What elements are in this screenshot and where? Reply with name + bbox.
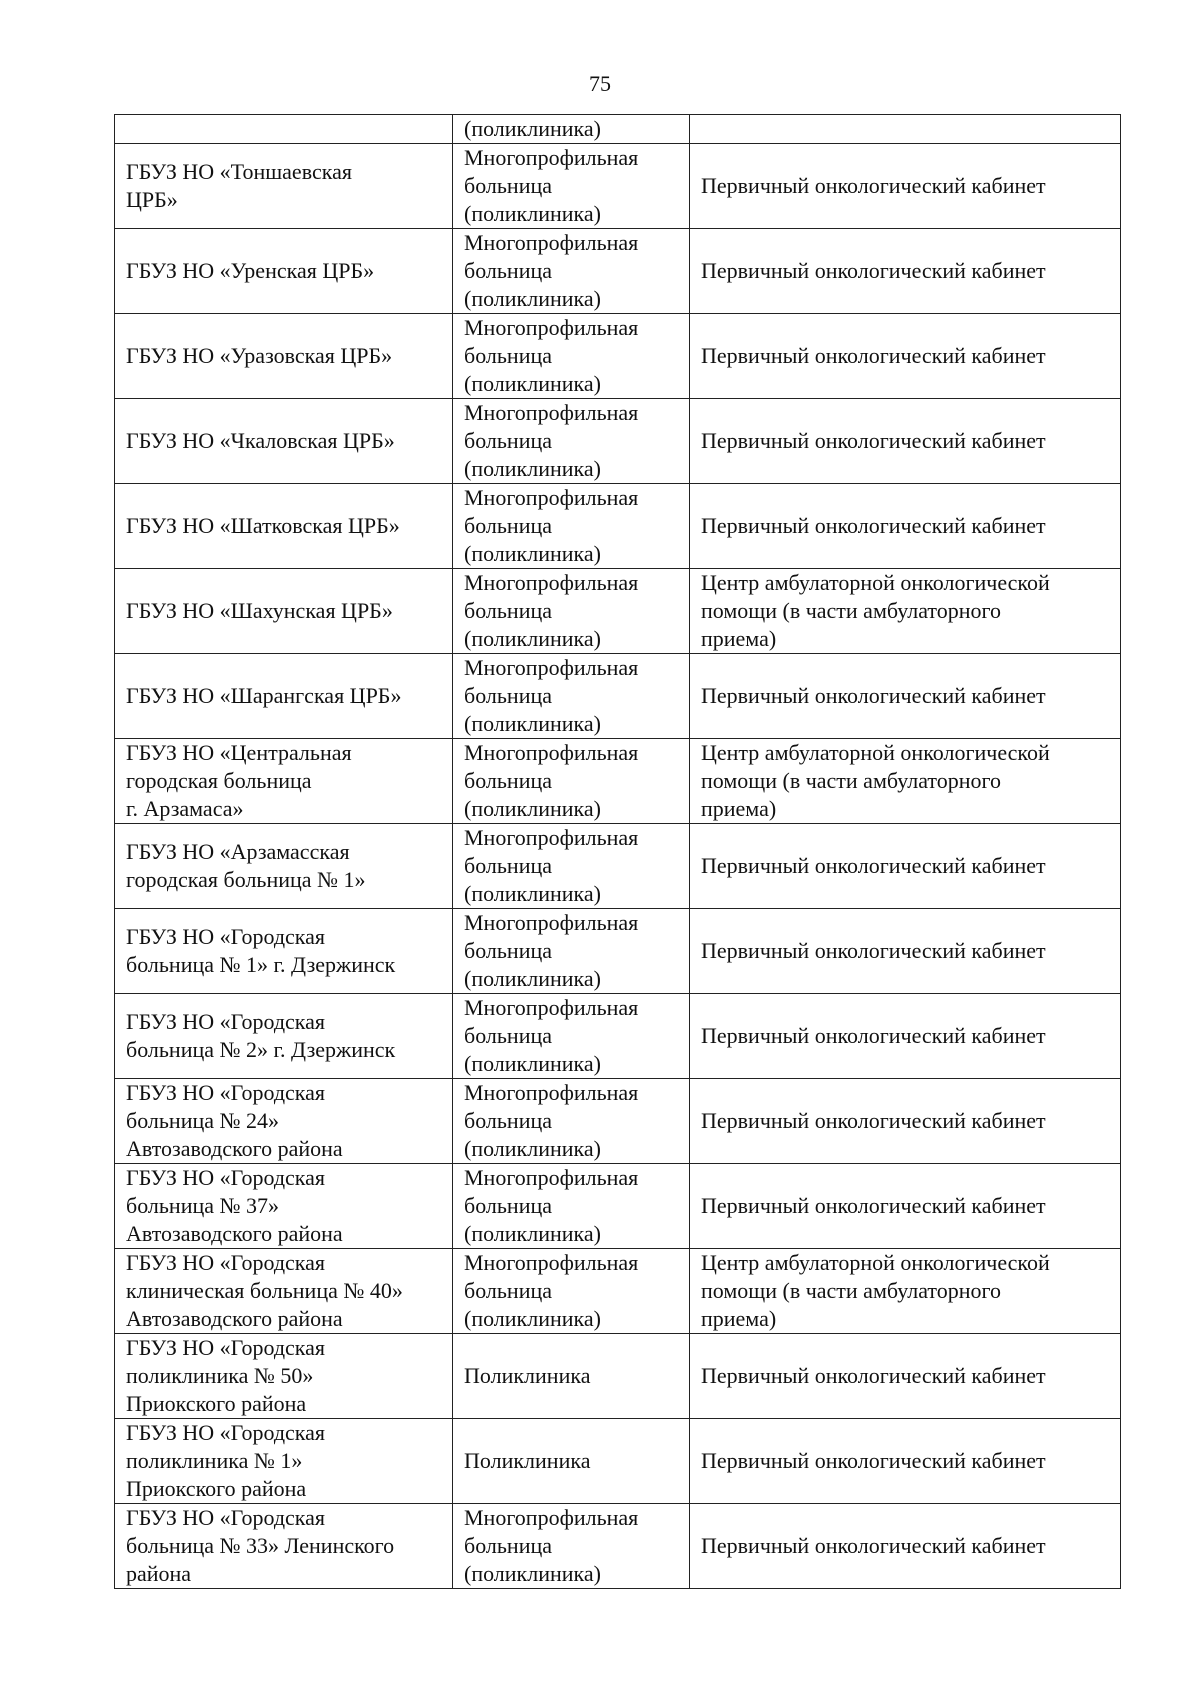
table-row (115, 654, 1121, 739)
cell-oncology-unit: Первичный онкологический кабинет (690, 484, 1121, 569)
cell-facility-type: Многопрофильная больница (поликлиника) (453, 484, 690, 569)
cell-organization: ГБУЗ НО «Городская больница № 2» г. Дзержинск (115, 994, 453, 1079)
table-row (115, 1079, 1121, 1164)
table-body (115, 115, 1121, 1589)
institutions-table (114, 114, 1121, 1589)
table-row (115, 229, 1121, 314)
cell-organization: ГБУЗ НО «Шатковская ЦРБ» (115, 484, 453, 569)
cell-organization (115, 115, 453, 144)
table-row (115, 484, 1121, 569)
cell-organization: ГБУЗ НО «Центральная городская больница г. Арзамаса» (115, 739, 453, 824)
cell-oncology-unit: Первичный онкологический кабинет (690, 824, 1121, 909)
cell-facility-type: Многопрофильная больница (поликлиника) (453, 229, 690, 314)
table-row (115, 994, 1121, 1079)
cell-oncology-unit: Центр амбулаторной онкологической помощи (в части амбулаторного приема) (690, 1249, 1121, 1334)
cell-facility-type: (поликлиника) (453, 115, 690, 144)
cell-facility-type: Многопрофильная больница (поликлиника) (453, 144, 690, 229)
cell-facility-type: Поликлиника (453, 1334, 690, 1419)
cell-facility-type: Поликлиника (453, 1419, 690, 1504)
table-row-continuation (115, 115, 1121, 144)
cell-organization: ГБУЗ НО «Городская больница № 1» г. Дзержинск (115, 909, 453, 994)
table-row (115, 824, 1121, 909)
cell-oncology-unit: Первичный онкологический кабинет (690, 1164, 1121, 1249)
cell-facility-type: Многопрофильная больница (поликлиника) (453, 1504, 690, 1589)
cell-oncology-unit: Первичный онкологический кабинет (690, 399, 1121, 484)
table-row (115, 144, 1121, 229)
table-row (115, 314, 1121, 399)
cell-organization: ГБУЗ НО «Городская больница № 37» Автозаводского района (115, 1164, 453, 1249)
cell-organization: ГБУЗ НО «Арзамасская городская больница № 1» (115, 824, 453, 909)
table-row (115, 399, 1121, 484)
cell-facility-type: Многопрофильная больница (поликлиника) (453, 1249, 690, 1334)
cell-facility-type: Многопрофильная больница (поликлиника) (453, 399, 690, 484)
cell-organization: ГБУЗ НО «Городская клиническая больница № 40» Автозаводского района (115, 1249, 453, 1334)
table-row (115, 1334, 1121, 1419)
cell-organization: ГБУЗ НО «Шарангская ЦРБ» (115, 654, 453, 739)
cell-oncology-unit: Первичный онкологический кабинет (690, 229, 1121, 314)
cell-facility-type: Многопрофильная больница (поликлиника) (453, 314, 690, 399)
table-row (115, 1504, 1121, 1589)
table-row (115, 1419, 1121, 1504)
table-row (115, 739, 1121, 824)
table-row (115, 1164, 1121, 1249)
cell-oncology-unit: Первичный онкологический кабинет (690, 654, 1121, 739)
cell-facility-type: Многопрофильная больница (поликлиника) (453, 569, 690, 654)
cell-oncology-unit: Центр амбулаторной онкологической помощи (в части амбулаторного приема) (690, 739, 1121, 824)
cell-oncology-unit: Первичный онкологический кабинет (690, 994, 1121, 1079)
cell-oncology-unit: Первичный онкологический кабинет (690, 1504, 1121, 1589)
cell-facility-type: Многопрофильная больница (поликлиника) (453, 654, 690, 739)
cell-organization: ГБУЗ НО «Шахунская ЦРБ» (115, 569, 453, 654)
cell-oncology-unit: Первичный онкологический кабинет (690, 909, 1121, 994)
table-row (115, 909, 1121, 994)
cell-organization: ГБУЗ НО «Чкаловская ЦРБ» (115, 399, 453, 484)
table-row (115, 569, 1121, 654)
cell-oncology-unit: Первичный онкологический кабинет (690, 314, 1121, 399)
cell-facility-type: Многопрофильная больница (поликлиника) (453, 994, 690, 1079)
cell-organization: ГБУЗ НО «Городская больница № 24» Автозаводского района (115, 1079, 453, 1164)
cell-facility-type: Многопрофильная больница (поликлиника) (453, 909, 690, 994)
cell-oncology-unit: Центр амбулаторной онкологической помощи (в части амбулаторного приема) (690, 569, 1121, 654)
cell-oncology-unit: Первичный онкологический кабинет (690, 144, 1121, 229)
cell-organization: ГБУЗ НО «Уренская ЦРБ» (115, 229, 453, 314)
cell-organization: ГБУЗ НО «Уразовская ЦРБ» (115, 314, 453, 399)
cell-organization: ГБУЗ НО «Городская поликлиника № 50» Приокского района (115, 1334, 453, 1419)
cell-oncology-unit: Первичный онкологический кабинет (690, 1334, 1121, 1419)
cell-organization: ГБУЗ НО «Городская больница № 33» Ленинского района (115, 1504, 453, 1589)
cell-facility-type: Многопрофильная больница (поликлиника) (453, 1079, 690, 1164)
cell-facility-type: Многопрофильная больница (поликлиника) (453, 1164, 690, 1249)
cell-facility-type: Многопрофильная больница (поликлиника) (453, 824, 690, 909)
cell-oncology-unit: Первичный онкологический кабинет (690, 1079, 1121, 1164)
cell-organization: ГБУЗ НО «Городская поликлиника № 1» Приокского района (115, 1419, 453, 1504)
page-number: 75 (589, 71, 611, 96)
cell-facility-type: Многопрофильная больница (поликлиника) (453, 739, 690, 824)
cell-organization: ГБУЗ НО «Тоншаевская ЦРБ» (115, 144, 453, 229)
table-row (115, 1249, 1121, 1334)
cell-oncology-unit (690, 115, 1121, 144)
cell-oncology-unit: Первичный онкологический кабинет (690, 1419, 1121, 1504)
